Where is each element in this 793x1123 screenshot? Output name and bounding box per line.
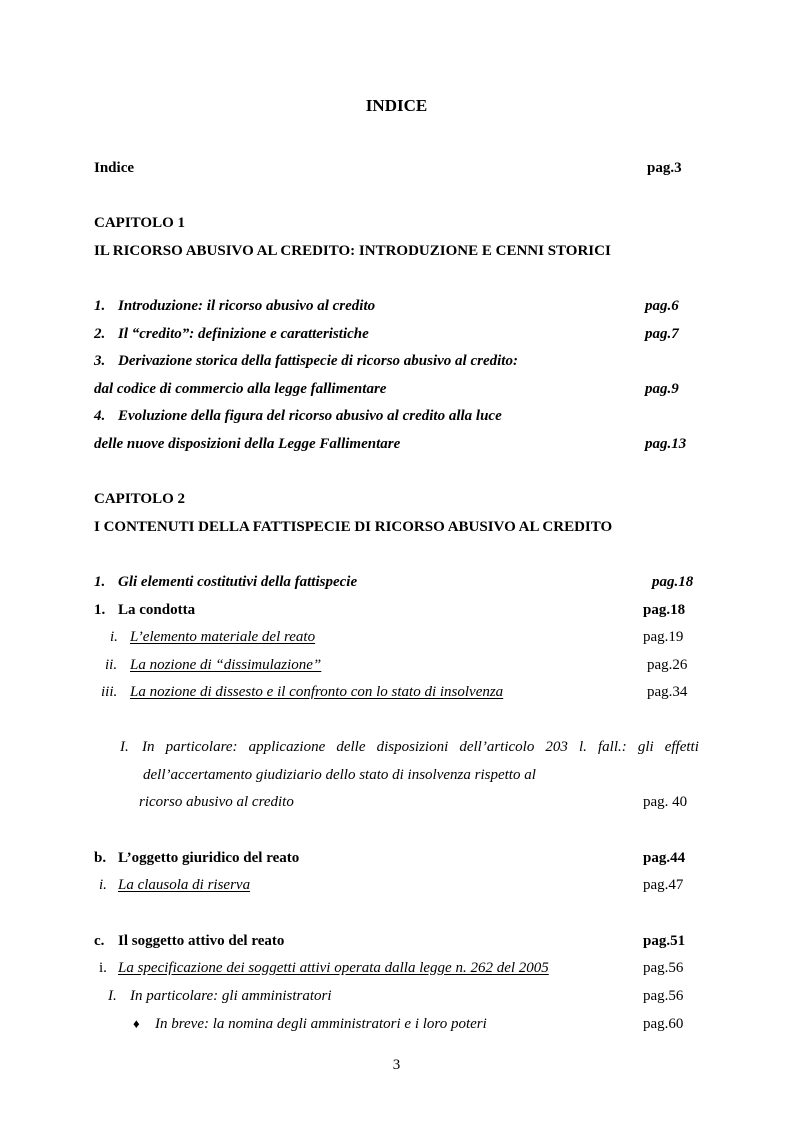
subsection-page: pag.47 xyxy=(643,877,684,893)
ch2-section-num: b. xyxy=(94,850,107,866)
bullet-text: In breve: la nomina degli amministratori e i loro poteri xyxy=(155,1016,487,1032)
ch2-section-page: pag.51 xyxy=(643,933,686,949)
subsection-text: In particolare: gli amministratori xyxy=(130,988,332,1004)
ch2-section-page: pag.44 xyxy=(643,850,686,866)
subsection-page: pag.34 xyxy=(647,684,688,700)
particolare-line1 xyxy=(142,739,699,756)
diamond-bullet-icon: ♦ xyxy=(133,1016,140,1031)
particolare-page: pag. 40 xyxy=(643,794,688,810)
ch1-item-page: pag.7 xyxy=(645,326,679,342)
particolare-word: delle xyxy=(336,739,366,755)
ch1-item-continuation: dal codice di commercio alla legge fallimentare xyxy=(94,381,387,397)
subsection-num: i. xyxy=(110,629,118,645)
particolare-word: l. xyxy=(578,739,587,755)
ch1-item-page: pag.13 xyxy=(645,436,687,452)
subsection-page: pag.56 xyxy=(643,960,684,976)
particolare-word: disposizioni xyxy=(376,739,449,755)
subsection-num: I. xyxy=(108,988,117,1004)
subsection-num: i. xyxy=(99,877,107,893)
ch1-item-num: 3. xyxy=(94,353,106,369)
ch2-section-text: L’oggetto giuridico del reato xyxy=(118,850,300,866)
subsection-num: i. xyxy=(99,960,107,976)
ch2-section-text: Gli elementi costitutivi della fattispecie xyxy=(118,574,358,590)
bullet-page: pag.60 xyxy=(643,1016,684,1032)
particolare-line3: ricorso abusivo al credito xyxy=(139,794,294,810)
chapter2-title: I CONTENUTI DELLA FATTISPECIE DI RICORSO ABUSIVO AL CREDITO xyxy=(94,519,613,535)
page-title: INDICE xyxy=(365,96,428,115)
subsection-num: ii. xyxy=(105,657,118,673)
subsection-num: iii. xyxy=(101,684,118,700)
ch2-section-text: Il soggetto attivo del reato xyxy=(118,933,285,949)
particolare-line2: dell’accertamento giudiziario dello stato di insolvenza rispetto al xyxy=(143,767,536,783)
ch2-section-num: 1. xyxy=(94,574,106,590)
ch1-item-page: pag.6 xyxy=(645,298,679,314)
subsection-page: pag.19 xyxy=(643,629,684,645)
particolare-word: In xyxy=(142,739,155,755)
particolare-word: particolare: xyxy=(165,739,238,755)
index-entry-page: pag.3 xyxy=(647,160,682,176)
subsection-text: La nozione di dissesto e il confronto con lo stato di insolvenza xyxy=(130,684,504,700)
subsection-page: pag.56 xyxy=(643,988,684,1004)
ch1-item-num: 2. xyxy=(94,326,106,342)
page-number: 3 xyxy=(392,1057,401,1073)
chapter2-heading: CAPITOLO 2 xyxy=(94,491,185,507)
ch1-item-text: Derivazione storica della fattispecie di ricorso abusivo al credito: xyxy=(118,353,518,369)
ch2-section-text: La condotta xyxy=(118,602,196,618)
index-entry-label: Indice xyxy=(94,160,135,176)
ch2-section-page: pag.18 xyxy=(652,574,694,590)
ch1-item-num: 4. xyxy=(94,408,106,424)
particolare-word: applicazione xyxy=(248,739,326,755)
subsection-text: La nozione di “dissimulazione” xyxy=(130,657,322,673)
particolare-word: dell’articolo xyxy=(459,739,535,755)
ch1-item-text: Introduzione: il ricorso abusivo al credito xyxy=(118,298,376,314)
ch2-section-page: pag.18 xyxy=(643,602,686,618)
ch1-item-text: Evoluzione della figura del ricorso abusivo al credito alla luce xyxy=(118,408,502,424)
subsection-text: La clausola di riserva xyxy=(118,877,251,893)
particolare-word: gli xyxy=(637,739,654,755)
ch1-item-num: 1. xyxy=(94,298,106,314)
ch2-section-num: c. xyxy=(94,933,105,949)
ch1-item-page: pag.9 xyxy=(645,381,679,397)
ch1-item-continuation: delle nuove disposizioni della Legge Fallimentare xyxy=(94,436,401,452)
ch1-item-text: Il “credito”: definizione e caratteristiche xyxy=(118,326,369,342)
particolare-word: effetti xyxy=(664,739,699,755)
subsection-text: L’elemento materiale del reato xyxy=(130,629,316,645)
particolare-num: I. xyxy=(120,739,129,755)
subsection-text: La specificazione dei soggetti attivi operata dalla legge n. 262 del 2005 xyxy=(118,960,549,976)
subsection-page: pag.26 xyxy=(647,657,688,673)
particolare-word: 203 xyxy=(545,739,568,755)
ch2-section-num: 1. xyxy=(94,602,106,618)
chapter1-heading: CAPITOLO 1 xyxy=(94,215,185,231)
chapter1-title: IL RICORSO ABUSIVO AL CREDITO: INTRODUZIONE E CENNI STORICI xyxy=(94,243,611,259)
particolare-word: fall.: xyxy=(597,739,627,755)
